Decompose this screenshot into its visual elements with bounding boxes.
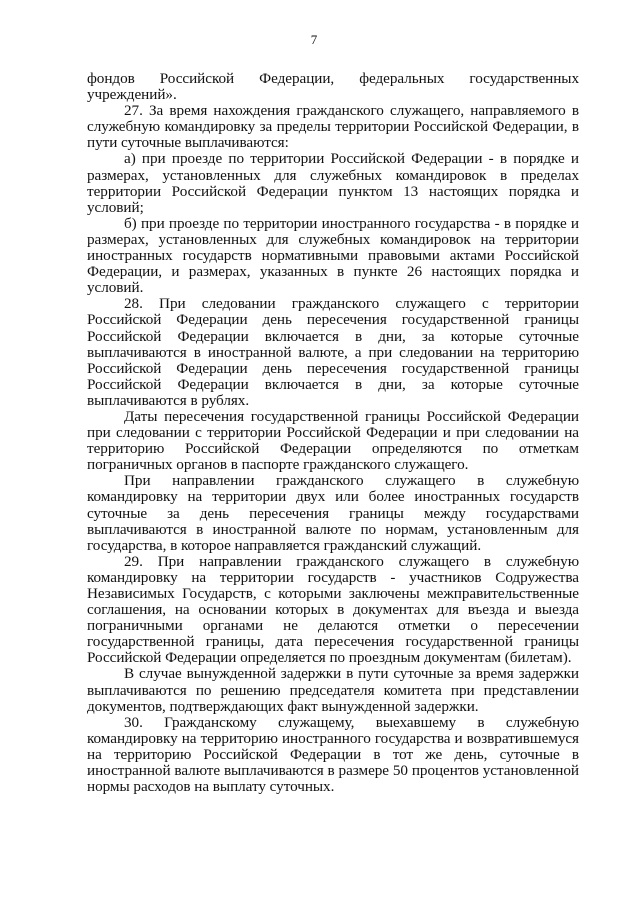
- paragraph-clause-27-b: б) при проезде по территории иностранного государства - в порядке и размерах, установленных для служебных командировок на территории иностранных государств нормативными правовыми актами Российской Федерации, и размерах, указанных в пункте 26 настоящих порядка и условий.: [87, 214, 579, 297]
- paragraph-clause-27: 27. За время нахождения гражданского служащего, направляемого в служебную командировку за пределы территории Российской Федерации, в пути суточные выплачиваются:: [87, 102, 579, 152]
- document-body: [87, 71, 579, 795]
- paragraph-border-crossing-dates: Даты пересечения государственной границы Российской Федерации при следовании с территории Российской Федерации и при следовании на территорию Российской Федерации определяются по отметкам пограничных органов в паспорте гражданского служащего.: [87, 407, 579, 474]
- paragraph-multiple-states: При направлении гражданского служащего в служебную командировку на территории двух или более иностранных государств суточные за день пересечения границы между государствами выплачиваются в иностранной валюте по нормам, установленным для государства, в которое направляется гражданский служащий.: [87, 472, 579, 554]
- paragraph-forced-delay: В случае вынужденной задержки в пути суточные за время задержки выплачиваются по решению председателя комитета при представлении документов, подтверждающих факт вынужденной задержки.: [87, 665, 579, 715]
- paragraph-clause-29: 29. При направлении гражданского служащего в служебную командировку на территории государств - участников Содружества Независимых Государств, с которыми заключены межправительственные соглашения, на основании которых в документах для въезда и выезда пограничными органами не делаются отметки о пересечении государственной границы, дата пересечения государственной границы Российской Федерации определяется по проездным документам (билетам).: [87, 552, 579, 667]
- paragraph-clause-30: 30. Гражданскому служащему, выехавшему в служебную командировку на территорию иностранного государства и возвратившемуся на территорию Российской Федерации в тот же день, суточные в иностранной валюте выплачиваются в размере 50 процентов установленной нормы расходов на выплату суточных.: [87, 713, 579, 796]
- paragraph-continuation: фондов Российской Федерации, федеральных государственных учреждений».: [87, 70, 579, 104]
- paragraph-clause-28: 28. При следовании гражданского служащего с территории Российской Федерации день пересечения государственной границы Российской Федерации включается в дни, за которые суточные выплачиваются в иностранной валюте, а при следовании на территорию Российской Федерации день пересечения государственной границы Российской Федерации включается в дни, за которые суточные выплачиваются в рублях.: [87, 295, 579, 409]
- page-number: 7: [310, 32, 318, 47]
- paragraph-clause-27-a: а) при проезде по территории Российской Федерации - в порядке и размерах, установленных для служебных командировок в пределах территории Российской Федерации пунктом 13 настоящих порядка и условий;: [87, 150, 579, 216]
